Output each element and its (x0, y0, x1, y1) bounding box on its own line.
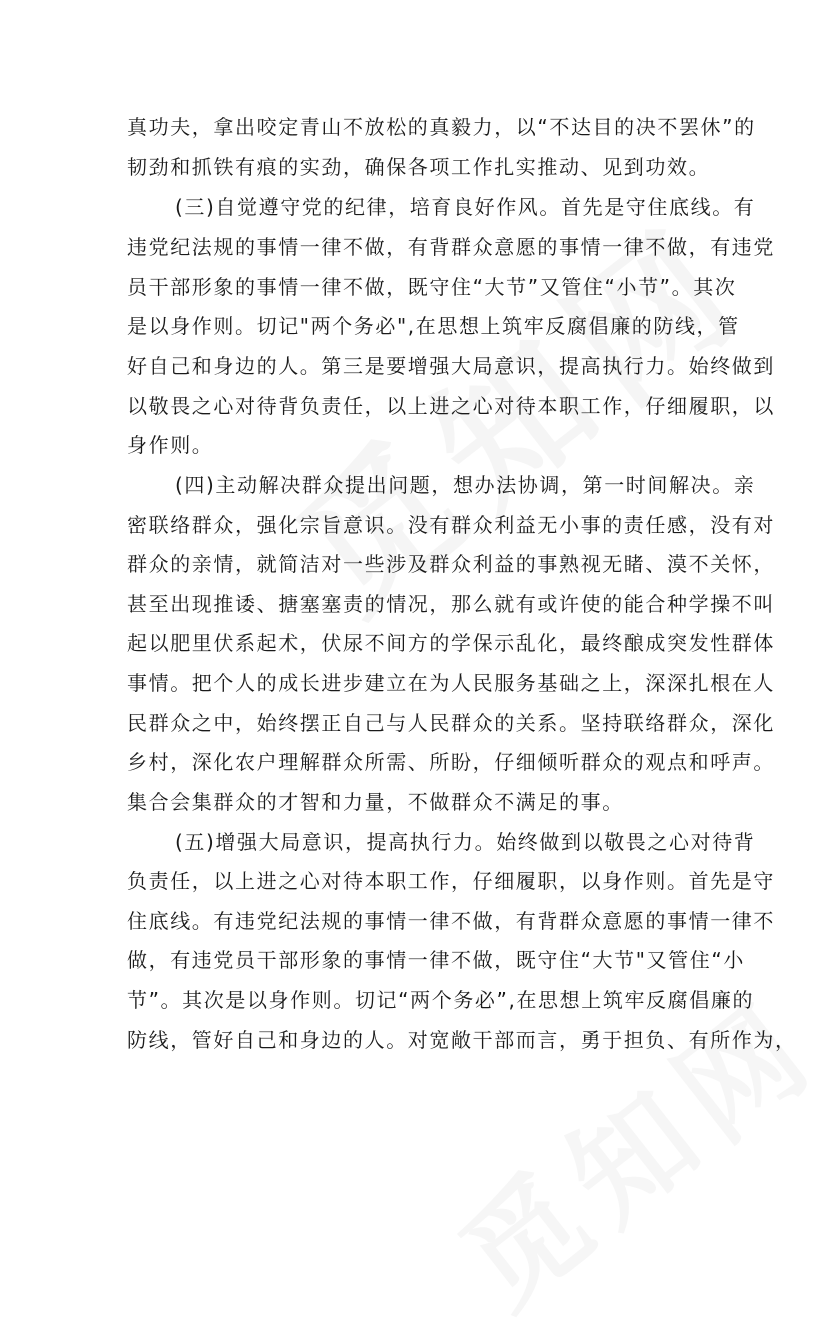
text-line: 节”。其次是以身作则。切记“两个务必”,在思想上筑牢反腐倡廉的 (127, 988, 755, 1012)
text-line: 做，有违党员干部形象的事情一律不做，既守住“大节"又管住“小 (127, 948, 745, 972)
paragraph-heading-5: (五)增强大局意识，提高执行力。始终做到以敬畏之心对待背 (175, 830, 756, 854)
text-line: 事情。把个人的成长进步建立在为人民服务基础之上，深深扎根在人 (127, 671, 775, 695)
paragraph-heading-4: (四)主动解决群众提出问题，想办法协调，第一时间解决。亲 (175, 473, 756, 497)
text-line: 群众的亲情，就简洁对一些涉及群众利益的事熟视无睹、漠不关怀， (127, 552, 775, 576)
text-line: 密联络群众，强化宗旨意识。没有群众利益无小事的责任感，没有对 (127, 513, 775, 537)
text-line: 违党纪法规的事情一律不做，有背群众意愿的事情一律不做，有违党 (127, 235, 775, 259)
text-line: 起以肥里伏系起术，伏尿不间方的学保示乱化，最终酿成突发性群体 (127, 631, 775, 655)
text-line: 甚至出现推诿、搪塞塞责的情况，那么就有或许使的能合种学操不叫 (127, 592, 775, 616)
text-line: 集合会集群众的才智和力量，不做群众不满足的事。 (127, 790, 624, 814)
text-line: 真功夫，拿出咬定青山不放松的真毅力，以“不达目的决不罢休”的 (127, 115, 756, 139)
paragraph-heading-3: (三)自觉遵守党的纪律，培育良好作风。首先是守住底线。有 (175, 195, 756, 219)
text-line: 以敬畏之心对待背负责任，以上进之心对待本职工作，仔细履职，以 (127, 394, 775, 418)
text-line: 负责任，以上进之心对待本职工作，仔细履职，以身作则。首先是守 (127, 869, 775, 893)
text-line: 韧劲和抓铁有痕的实劲，确保各项工作扎实推动、见到功效。 (127, 155, 711, 179)
text-line: 员干部形象的事情一律不做，既守住“大节”又管住“小节”。其次 (127, 275, 737, 299)
text-line: 住底线。有违党纪法规的事情一律不做，有背群众意愿的事情一律不 (127, 909, 775, 933)
text-line: 是以身作则。切记"两个务必",在思想上筑牢反腐倡廉的防线，管 (127, 314, 740, 338)
text-line: 民群众之中，始终摆正自己与人民群众的关系。坚持联络群众，深化 (127, 711, 775, 735)
text-line: 好自己和身边的人。第三是要增强大局意识，提高执行力。始终做到 (127, 354, 775, 378)
text-line: 乡村，深化农户理解群众所需、所盼，仔细倾听群众的观点和呼声。 (127, 750, 775, 774)
text-line: 身作则。 (127, 433, 214, 457)
text-line: 防线，管好自己和身边的人。对宽敞干部而言，勇于担负、有所作为， (127, 1028, 797, 1052)
